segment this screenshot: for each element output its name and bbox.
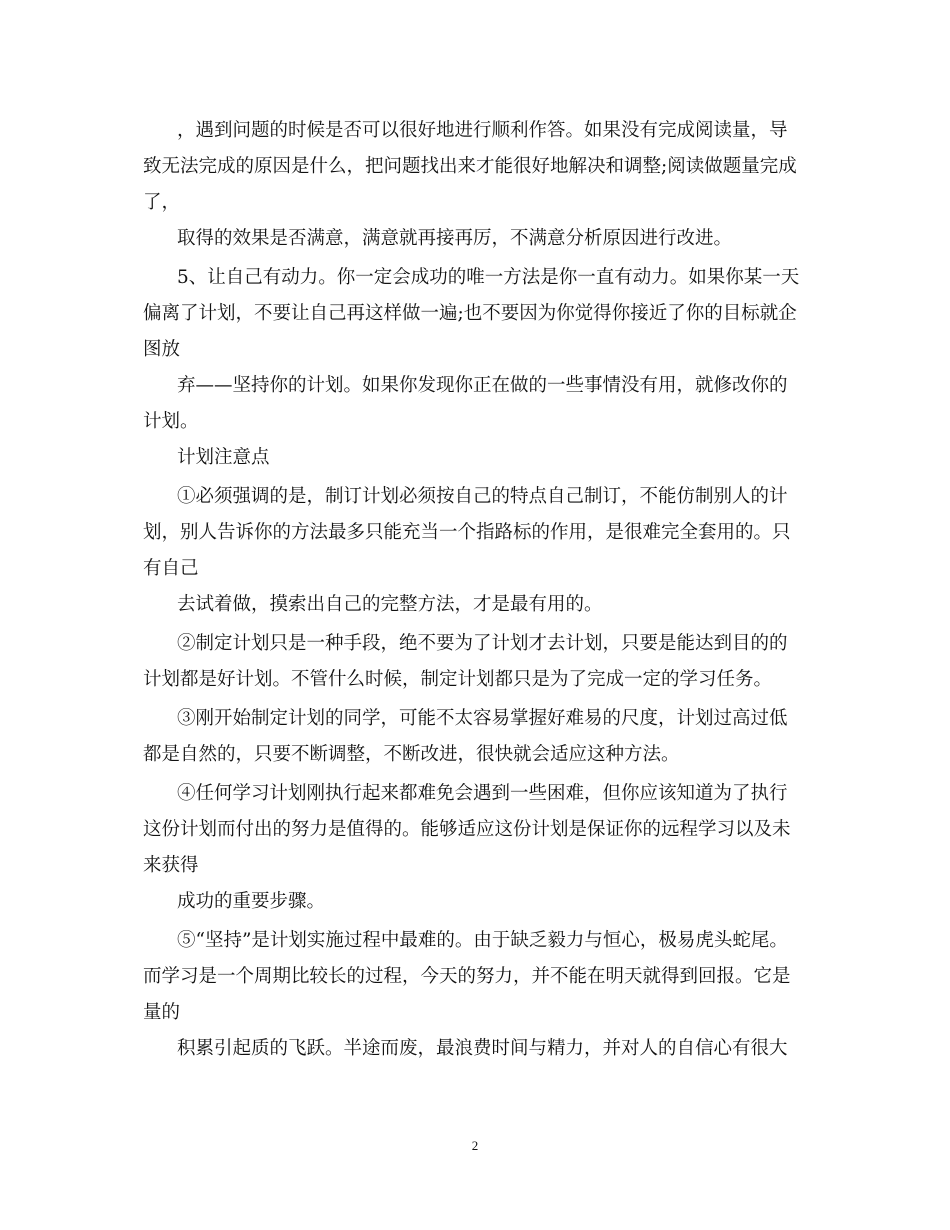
section-heading: 计划注意点 (177, 447, 270, 468)
text-line: ⑤“坚持”是计划实施过程中最难的。由于缺乏毅力与恒心，极易虎头蛇尾。 (177, 930, 788, 951)
text-line: ②制定计划只是一种手段，绝不要为了计划才去计划，只要是能达到目的的 (177, 633, 788, 654)
text-line: ④任何学习计划刚执行起来都难免会遇到一些困难，但你应该知道为了执行 (177, 783, 788, 804)
text-line: 5、让自己有动力。你一定会成功的唯一方法是你一直有动力。如果你某一天 (177, 267, 800, 288)
text-line: 了， (143, 192, 181, 213)
text-line: 偏离了计划，不要让自己再这样做一遍;也不要因为你觉得你接近了你的目标就企 (143, 303, 797, 324)
text-line: ①必须强调的是，制订计划必须按自己的特点自己制订，不能仿制别人的计 (177, 486, 788, 507)
text-line: 成功的重要步骤。 (177, 891, 326, 912)
text-line: 去试着做，摸索出自己的完整方法，才是最有用的。 (177, 594, 603, 615)
page-number: 2 (471, 1138, 479, 1153)
text-line: 而学习是一个周期比较长的过程，今天的努力，并不能在明天就得到回报。它是 (143, 966, 791, 987)
text-line: 取得的效果是否满意，满意就再接再厉，不满意分析原因进行改进。 (177, 228, 733, 249)
text-line: 划，别人告诉你的方法最多只能充当一个指路标的作用，是很难完全套用的。只 (143, 522, 791, 543)
text-line: 弃——坚持你的计划。如果你发现你正在做的一些事情没有用，就修改你的 (177, 375, 788, 396)
text-line: 致无法完成的原因是什么，把问题找出来才能很好地解决和调整;阅读做题量完成 (143, 156, 797, 177)
text-line: ③刚开始制定计划的同学，可能不太容易掌握好难易的尺度，计划过高过低 (177, 708, 788, 729)
text-line: 计划都是好计划。不管什么时候，制定计划都只是为了完成一定的学习任务。 (143, 669, 773, 690)
text-line: 积累引起质的飞跃。半途而废，最浪费时间与精力，并对人的自信心有很大 (177, 1038, 788, 1059)
text-line: 有自己 (143, 558, 199, 579)
text-line: ，遇到问题的时候是否可以很好地进行顺利作答。如果没有完成阅读量，导 (177, 120, 788, 141)
text-line: 这份计划而付出的努力是值得的。能够适应这份计划是保证你的远程学习以及未 (143, 819, 791, 840)
text-line: 量的 (143, 1002, 181, 1023)
text-line: 都是自然的，只要不断调整，不断改进，很快就会适应这种方法。 (143, 744, 680, 765)
text-line: 计划。 (143, 411, 199, 432)
text-line: 来获得 (143, 855, 199, 876)
text-line: 图放 (143, 339, 181, 360)
